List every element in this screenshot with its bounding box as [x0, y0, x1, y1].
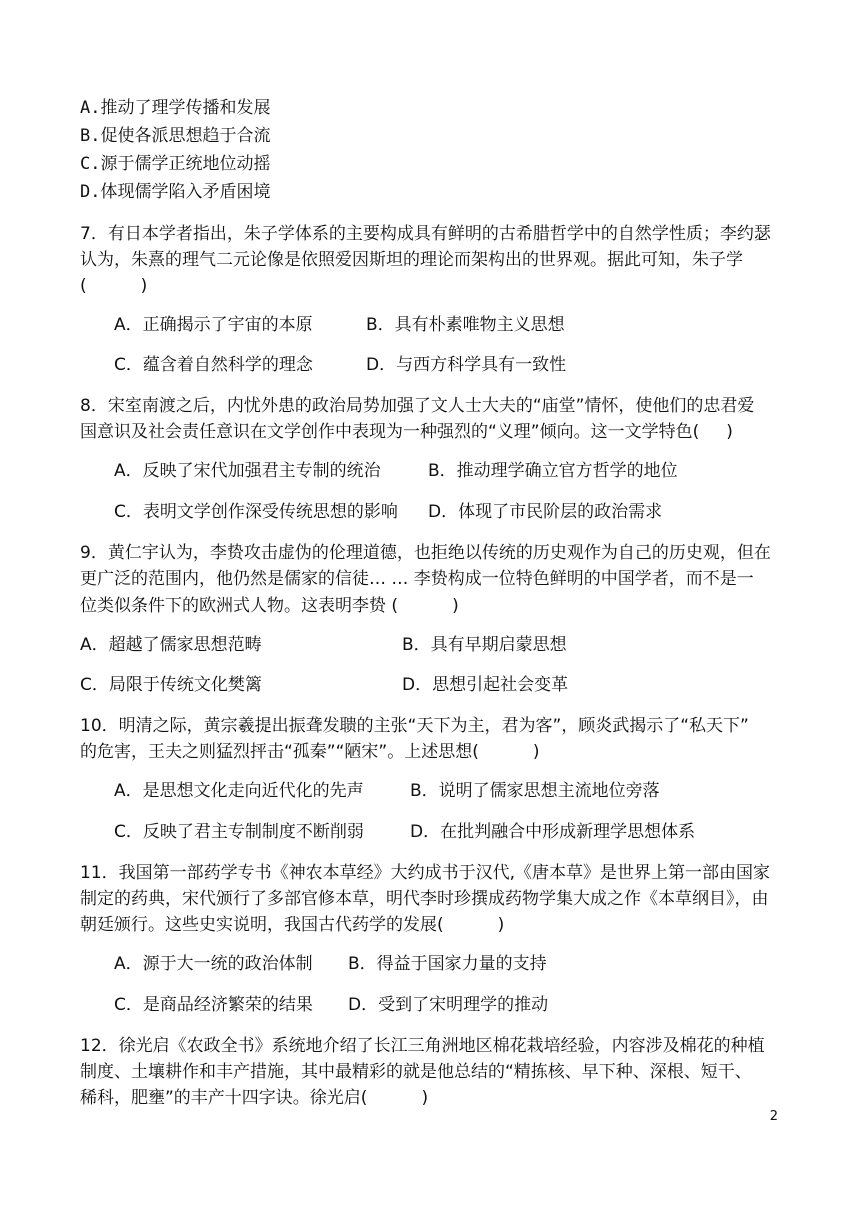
- q11-stem-line2: 制定的药典，宋代颁行了多部官修本草，明代李时珍撰成药物学集大成之作《本草纲目》，由: [80, 889, 769, 909]
- q10-stem-line1: 10．明清之际，黄宗羲提出振聋发聩的主张“天下为主，君为客”，顾炎武揭示了“私天下”: [80, 716, 749, 736]
- q12-stem-line3: 稀科，肥壅”的丰产十四字诀。徐光启( ): [80, 1088, 429, 1108]
- q8-stem-line2: 国意识及社会责任意识在文学创作中表现为一种强烈的“义理”倾向。这一文学特色( ): [80, 422, 733, 442]
- q10-option-a: A．是思想文化走向近代化的先声: [114, 781, 364, 801]
- q11-option-b: B．得益于国家力量的支持: [348, 954, 547, 974]
- q9-option-a: A．超越了儒家思想范畴: [80, 635, 262, 655]
- q6-option-b: B.促使各派思想趋于合流: [80, 126, 271, 146]
- q12-stem-line2: 制度、土壤耕作和丰产措施，其中最精彩的就是他总结的“精拣核、早下种、深根、短干、: [80, 1062, 752, 1082]
- q11-stem-line1: 11．我国第一部药学专书《神农本草经》大约成书于汉代,《唐本草》是世界上第一部由国家: [80, 863, 771, 883]
- q10-option-d: D．在批判融合中形成新理学思想体系: [410, 822, 696, 842]
- q6-option-c: C.源于儒学正统地位动摇: [80, 154, 271, 174]
- q7-stem-line3: ( ): [80, 276, 148, 296]
- q9-stem-line3: 位类似条件下的欧洲式人物。这表明李贽 ( ): [80, 596, 459, 616]
- q7-stem-line1: 7．有日本学者指出，朱子学体系的主要构成具有鲜明的古希腊哲学中的自然学性质；李约瑟: [80, 224, 771, 244]
- q11-stem-line3: 朝廷颁行。这些史实说明，我国古代药学的发展( ): [80, 915, 505, 935]
- q9-option-c: C．局限于传统文化樊篱: [80, 675, 262, 695]
- q9-stem-line1: 9．黄仁宇认为，李贽攻击虚伪的伦理道德，也拒绝以传统的历史观作为自己的历史观，但在: [80, 543, 771, 563]
- q7-option-c: C．蕴含着自然科学的理念: [114, 355, 313, 375]
- q10-stem-line2: 的危害，王夫之则猛烈抨击“孤秦”“陋宋”。上述思想( ): [80, 742, 540, 762]
- q9-stem-line2: 更广泛的范围内，他仍然是儒家的信徒… … 李贽构成一位特色鲜明的中国学者，而不是一: [80, 569, 754, 589]
- page-number: 2: [769, 1109, 778, 1124]
- q9-option-b: B．具有早期启蒙思想: [402, 635, 567, 655]
- q11-option-a: A．源于大一统的政治体制: [114, 954, 313, 974]
- q7-option-a: A．正确揭示了宇宙的本原: [114, 315, 313, 335]
- q12-stem-line1: 12．徐光启《农政全书》系统地介绍了长江三角洲地区棉花栽培经验，内容涉及棉花的种植: [80, 1036, 765, 1056]
- q11-option-d: D．受到了宋明理学的推动: [348, 995, 549, 1015]
- q8-option-c: C．表明文学创作深受传统思想的影响: [114, 502, 398, 522]
- q7-option-b: B．具有朴素唯物主义思想: [366, 315, 565, 335]
- q7-option-d: D．与西方科学具有一致性: [366, 355, 567, 375]
- q7-stem-line2: 认为，朱熹的理气二元论像是依照爱因斯坦的理论而架构出的世界观。据此可知，朱子学: [80, 250, 743, 270]
- q10-option-b: B．说明了儒家思想主流地位旁落: [410, 781, 660, 801]
- q9-option-d: D．思想引起社会变革: [402, 675, 569, 695]
- q8-option-b: B．推动理学确立官方哲学的地位: [428, 461, 678, 481]
- q8-option-a: A．反映了宋代加强君主专制的统治: [114, 461, 381, 481]
- q11-option-c: C．是商品经济繁荣的结果: [114, 995, 313, 1015]
- q6-option-d: D.体现儒学陷入矛盾困境: [80, 182, 271, 202]
- q8-option-d: D．体现了市民阶层的政治需求: [428, 502, 663, 522]
- q6-option-a: A.推动了理学传播和发展: [80, 98, 271, 118]
- q8-stem-line1: 8．宋室南渡之后，内忧外患的政治局势加强了文人士大夫的“庙堂”情怀，使他们的忠君爱: [80, 396, 755, 416]
- q10-option-c: C．反映了君主专制制度不断削弱: [114, 822, 364, 842]
